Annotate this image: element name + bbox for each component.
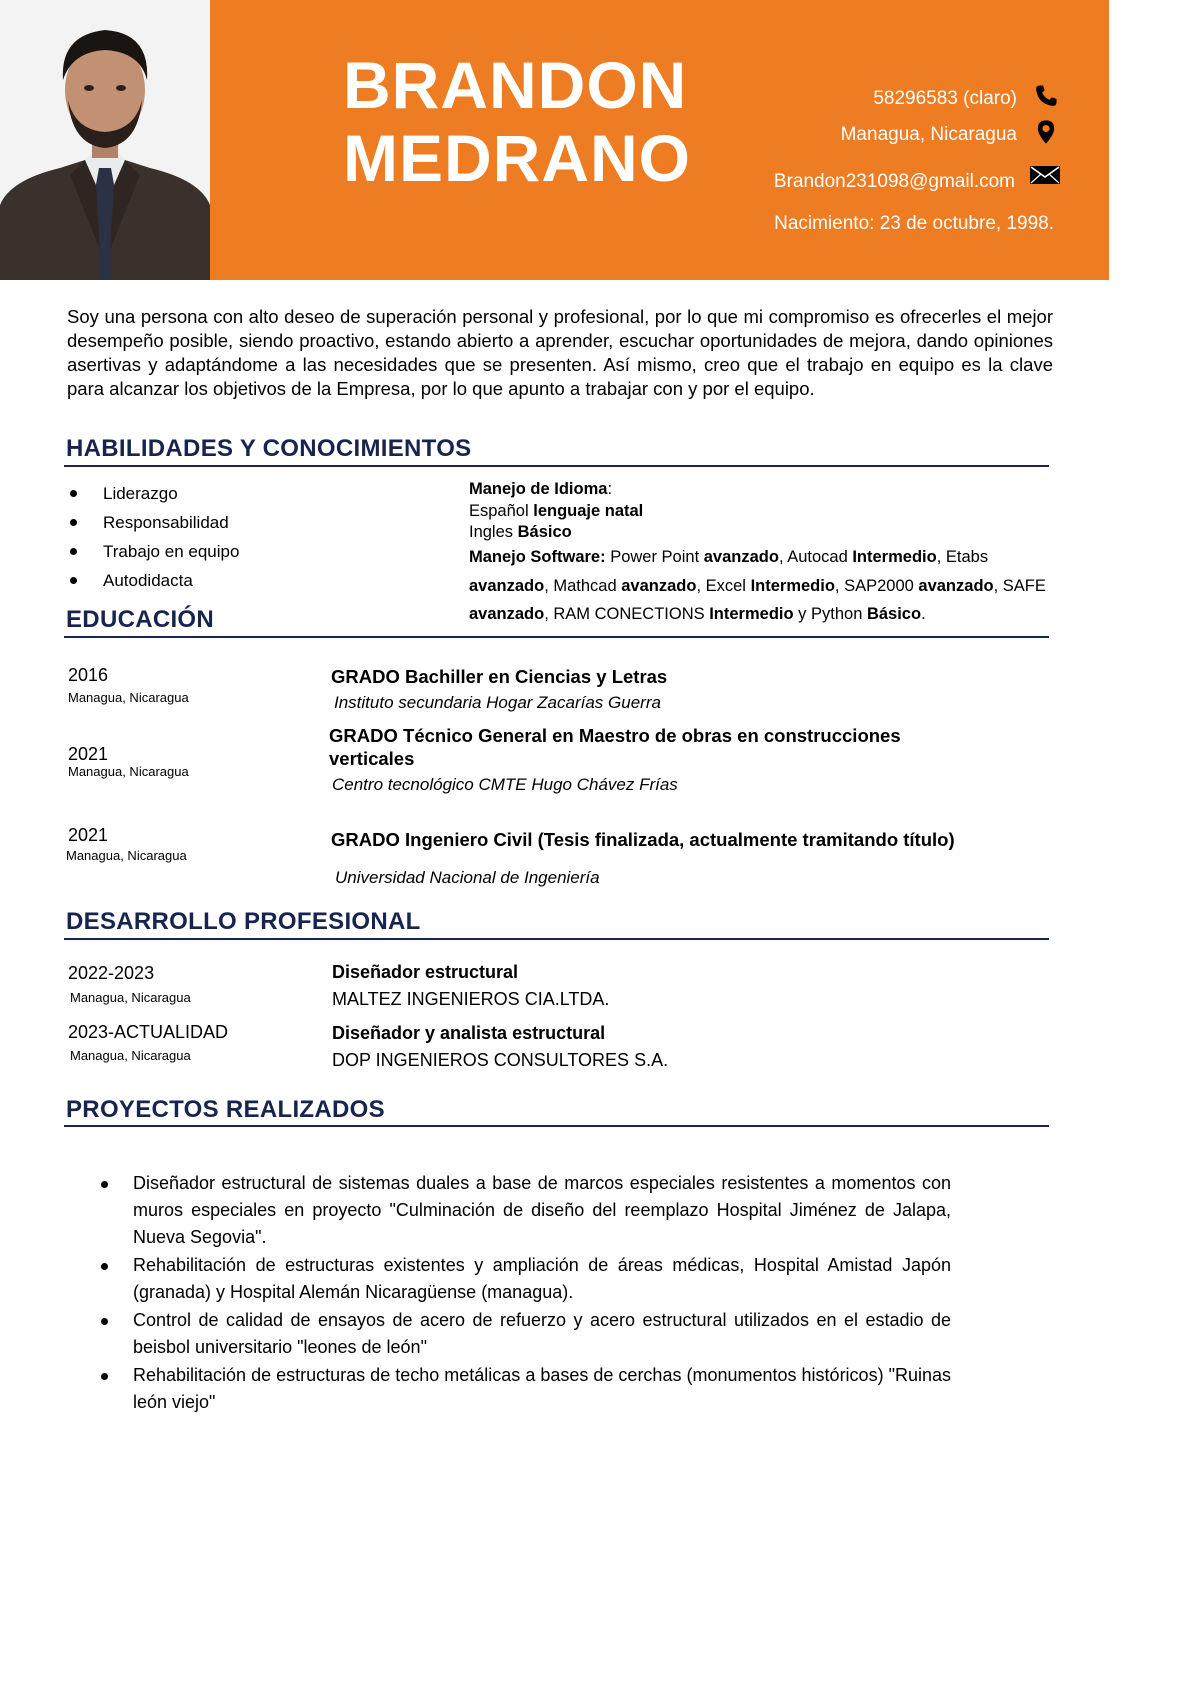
location-text: Managua, Nicaragua (840, 124, 1017, 145)
language-spanish: Español lenguaje natal (469, 501, 644, 520)
job-company: MALTEZ INGENIEROS CIA.LTDA. (332, 989, 610, 1009)
map-pin-icon (1032, 118, 1060, 146)
first-name: BRANDON (343, 48, 688, 122)
job-years: 2023-ACTUALIDAD (68, 1022, 229, 1042)
education-year: 2021 (68, 744, 109, 764)
list-item: Responsabilidad (70, 513, 239, 542)
education-school: Universidad Nacional de Ingeniería (335, 868, 600, 887)
envelope-icon (1029, 160, 1061, 188)
projects-heading: PROYECTOS REALIZADOS (66, 1096, 385, 1123)
education-place: Managua, Nicaragua (68, 764, 189, 779)
projects-divider (64, 1125, 1049, 1127)
education-degree: GRADO Ingeniero Civil (Tesis finalizada, actualmente tramitando título) (331, 829, 955, 850)
experience-heading: DESARROLLO PROFESIONAL (66, 908, 421, 935)
profile-summary: Soy una persona con alto deseo de superación personal y profesional, por lo que mi compromiso es ofrecerles el mejor desempeño posible, siendo proactivo, estando abierto a aprender, escuchar oportunidades de mejora, dando opiniones asertivas y adaptándome a las necesidades que se presenten. Así mismo, creo que el trabajo en equipo es la clave para alcanzar los objetivos de la Empresa, por lo que apunto a trabajar con y por el equipo. (67, 306, 1053, 399)
list-item: Autodidacta (70, 571, 239, 600)
job-role: Diseñador estructural (332, 962, 519, 982)
portrait-image (0, 0, 210, 280)
education-place: Managua, Nicaragua (68, 690, 189, 705)
email-text: Brandon231098@gmail.com (773, 171, 1015, 192)
list-item: Control de calidad de ensayos de acero de refuerzo y acero estructural utilizados en el estadio de beisbol universitario "leones de león" (100, 1307, 951, 1361)
bullet-icon (70, 490, 77, 497)
list-item: Trabajo en equipo (70, 542, 239, 571)
phone-icon (1032, 82, 1060, 110)
bullet-icon (101, 1373, 108, 1380)
list-item: Liderazgo (70, 484, 239, 513)
list-item: Diseñador estructural de sistemas duales a base de marcos especiales resistentes a momentos con muros especiales en proyecto "Culminación de diseño del reemplazo Hospital Jiménez de Jalapa, Nueva Segovia". (100, 1170, 951, 1251)
job-place: Managua, Nicaragua (70, 990, 191, 1005)
software-block: Manejo Software: Power Point avanzado, Autocad Intermedio, Etabs avanzado, Mathcad avanzado, Excel Intermedio, SAP2000 avanzado, SAFE avanzado, RAM CONECTIONS Intermedio y Python Básico. (469, 548, 1046, 623)
language-english: Ingles Básico (469, 523, 572, 541)
job-place: Managua, Nicaragua (70, 1048, 191, 1063)
skills-heading: HABILIDADES Y CONOCIMIENTOS (66, 435, 472, 462)
job-role: Diseñador y analista estructural (332, 1023, 606, 1043)
bullet-icon (101, 1318, 108, 1325)
last-name: MEDRANO (343, 121, 691, 195)
phone-text: 58296583 (claro) (873, 88, 1017, 109)
education-heading: EDUCACIÓN (66, 606, 215, 633)
job-company: DOP INGENIEROS CONSULTORES S.A. (332, 1050, 669, 1070)
bullet-icon (70, 519, 77, 526)
languages-block (469, 479, 643, 544)
education-year: 2021 (68, 825, 109, 845)
bullet-icon (101, 1263, 108, 1270)
projects-list (100, 1170, 951, 1417)
experience-divider (64, 938, 1049, 940)
education-school: Instituto secundaria Hogar Zacarías Guerra (334, 693, 661, 712)
software-label: Manejo Software: (469, 548, 606, 566)
job-years: 2022-2023 (68, 963, 155, 983)
bullet-icon (70, 548, 77, 555)
languages-label-line: Manejo de Idioma: (469, 480, 613, 498)
bullet-icon (101, 1181, 108, 1188)
education-school: Centro tecnológico CMTE Hugo Chávez Frías (332, 775, 678, 794)
profile-photo (0, 0, 210, 280)
skills-divider (64, 465, 1049, 467)
education-degree: GRADO Bachiller en Ciencias y Letras (331, 666, 668, 687)
education-year: 2016 (68, 665, 109, 685)
list-item: Rehabilitación de estructuras de techo metálicas a bases de cerchas (monumentos históricos) "Ruinas león viejo" (100, 1362, 951, 1416)
birth-date: Nacimiento: 23 de octubre, 1998. (774, 213, 1054, 234)
education-place: Managua, Nicaragua (66, 848, 187, 863)
soft-skills-list (70, 484, 239, 600)
education-degree: GRADO Técnico General en Maestro de obras en construcciones verticales (329, 725, 901, 769)
list-item: Rehabilitación de estructuras existentes y ampliación de áreas médicas, Hospital Amistad Japón (granada) y Hospital Alemán Nicaragüense (managua). (100, 1252, 951, 1306)
education-divider (64, 636, 1049, 638)
bullet-icon (70, 577, 77, 584)
